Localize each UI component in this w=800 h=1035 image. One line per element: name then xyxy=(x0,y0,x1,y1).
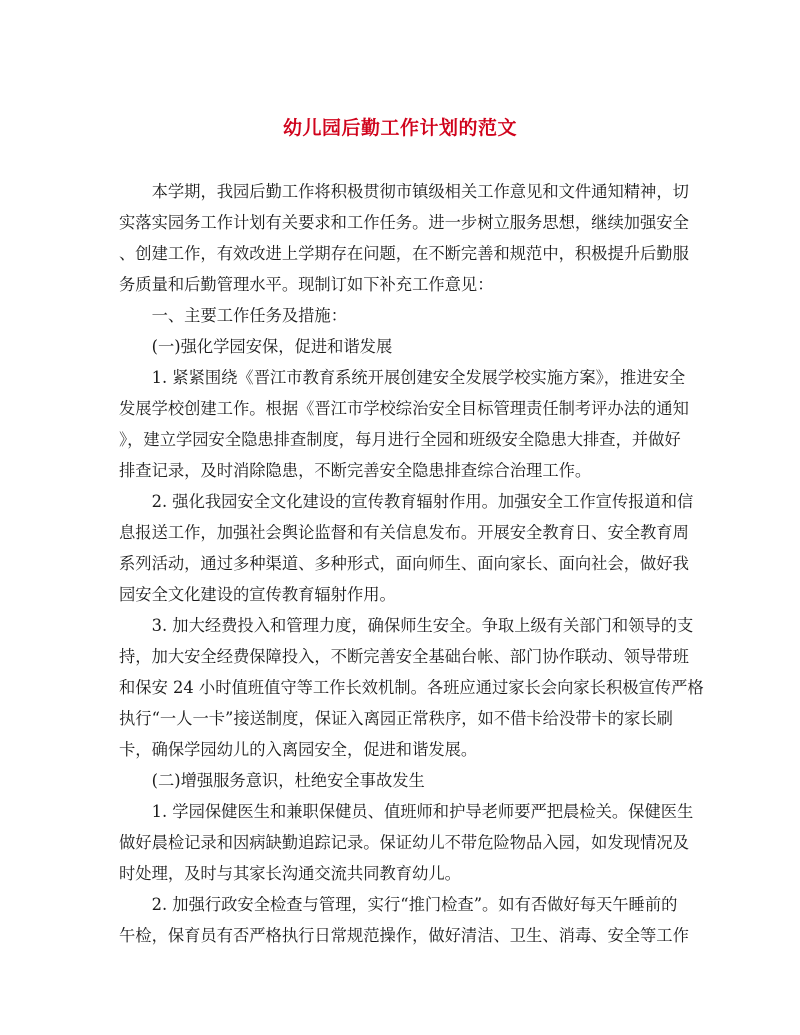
text-line: 一、主要工作任务及措施： xyxy=(151,306,347,325)
text-line: 系列活动，通过多种渠道、多种形式，面向师生、面向家长、面向社会，做好我 xyxy=(119,554,689,573)
paragraph-item-2-1 xyxy=(119,796,694,889)
text-line: 本学期，我园后勤工作将积极贯彻市镇级相关工作意见和文件通知精神，切 xyxy=(151,182,689,201)
paragraph-item-1-1 xyxy=(119,362,689,486)
subsection-heading-1 xyxy=(119,331,685,362)
text-line: (二)增强服务意识，杜绝安全事故发生 xyxy=(151,771,425,790)
text-line: (一)强化学园安保，促进和谐发展 xyxy=(151,337,393,356)
text-line: 3. 加大经费投入和管理力度，确保师生安全。争取上级有关部门和领导的支 xyxy=(151,616,694,635)
document-title: 幼儿园后勤工作计划的范文 xyxy=(282,117,517,139)
text-line: 执行“一人一卡”接送制度，保证入离园正常秩序，如不借卡给没带卡的家长刷 xyxy=(119,709,673,728)
text-line: 和保安 24 小时值班值守等工作长效机制。各班应通过家长会向家长积极宣传严格 xyxy=(119,678,704,697)
document-body xyxy=(119,176,704,951)
paragraph-item-1-2 xyxy=(119,486,694,610)
text-line: 2. 加强行政安全检查与管理，实行“推门检查”。如有否做好每天午睡前的 xyxy=(151,895,678,914)
paragraph-item-2-2 xyxy=(119,889,689,951)
text-line: 时处理，及时与其家长沟通交流共同教育幼儿。 xyxy=(119,864,461,883)
paragraph-intro xyxy=(119,176,689,300)
text-line: 1. 紧紧围绕《晋江市教育系统开展创建安全发展学校实施方案》，推进安全 xyxy=(151,368,686,387)
paragraph-item-1-3 xyxy=(119,610,704,765)
text-line: 实落实园务工作计划有关要求和工作任务。进一步树立服务思想，继续加强安全 xyxy=(119,213,689,232)
text-line: 2. 强化我园安全文化建设的宣传教育辐射作用。加强安全工作宣传报道和信 xyxy=(151,492,694,511)
text-line: 》，建立学园安全隐患排查制度，每月进行全园和班级安全隐患大排查，并做好 xyxy=(119,430,681,449)
text-line: 卡，确保学园幼儿的入离园安全，促进和谐发展。 xyxy=(119,740,478,759)
text-line: 务质量和后勤管理水平。现制订如下补充工作意见： xyxy=(119,275,494,294)
text-line: 午检，保育员有否严格执行日常规范操作，做好清洁、卫生、消毒、安全等工作 xyxy=(119,926,689,945)
text-line: 、创建工作，有效改进上学期存在问题，在不断完善和规范中，积极提升后勤服 xyxy=(119,244,689,263)
subsection-heading-2 xyxy=(119,765,685,796)
text-line: 息报送工作，加强社会舆论监督和有关信息发布。开展安全教育日、安全教育周 xyxy=(119,523,689,542)
text-line: 园安全文化建设的宣传教育辐射作用。 xyxy=(119,585,396,604)
section-heading-1 xyxy=(119,300,685,331)
text-line: 1. 学园保健医生和兼职保健员、值班师和护导老师要严把晨检关。保健医生 xyxy=(151,802,694,821)
text-line: 发展学校创建工作。根据《晋江市学校综治安全目标管理责任制考评办法的通知 xyxy=(119,399,689,418)
text-line: 持，加大安全经费保障投入，不断完善安全基础台帐、部门协作联动、领导带班 xyxy=(119,647,689,666)
text-line: 做好晨检记录和因病缺勤追踪记录。保证幼儿不带危险物品入园，如发现情况及 xyxy=(119,833,689,852)
text-line: 排查记录，及时消除隐患，不断完善安全隐患排查综合治理工作。 xyxy=(119,461,592,480)
